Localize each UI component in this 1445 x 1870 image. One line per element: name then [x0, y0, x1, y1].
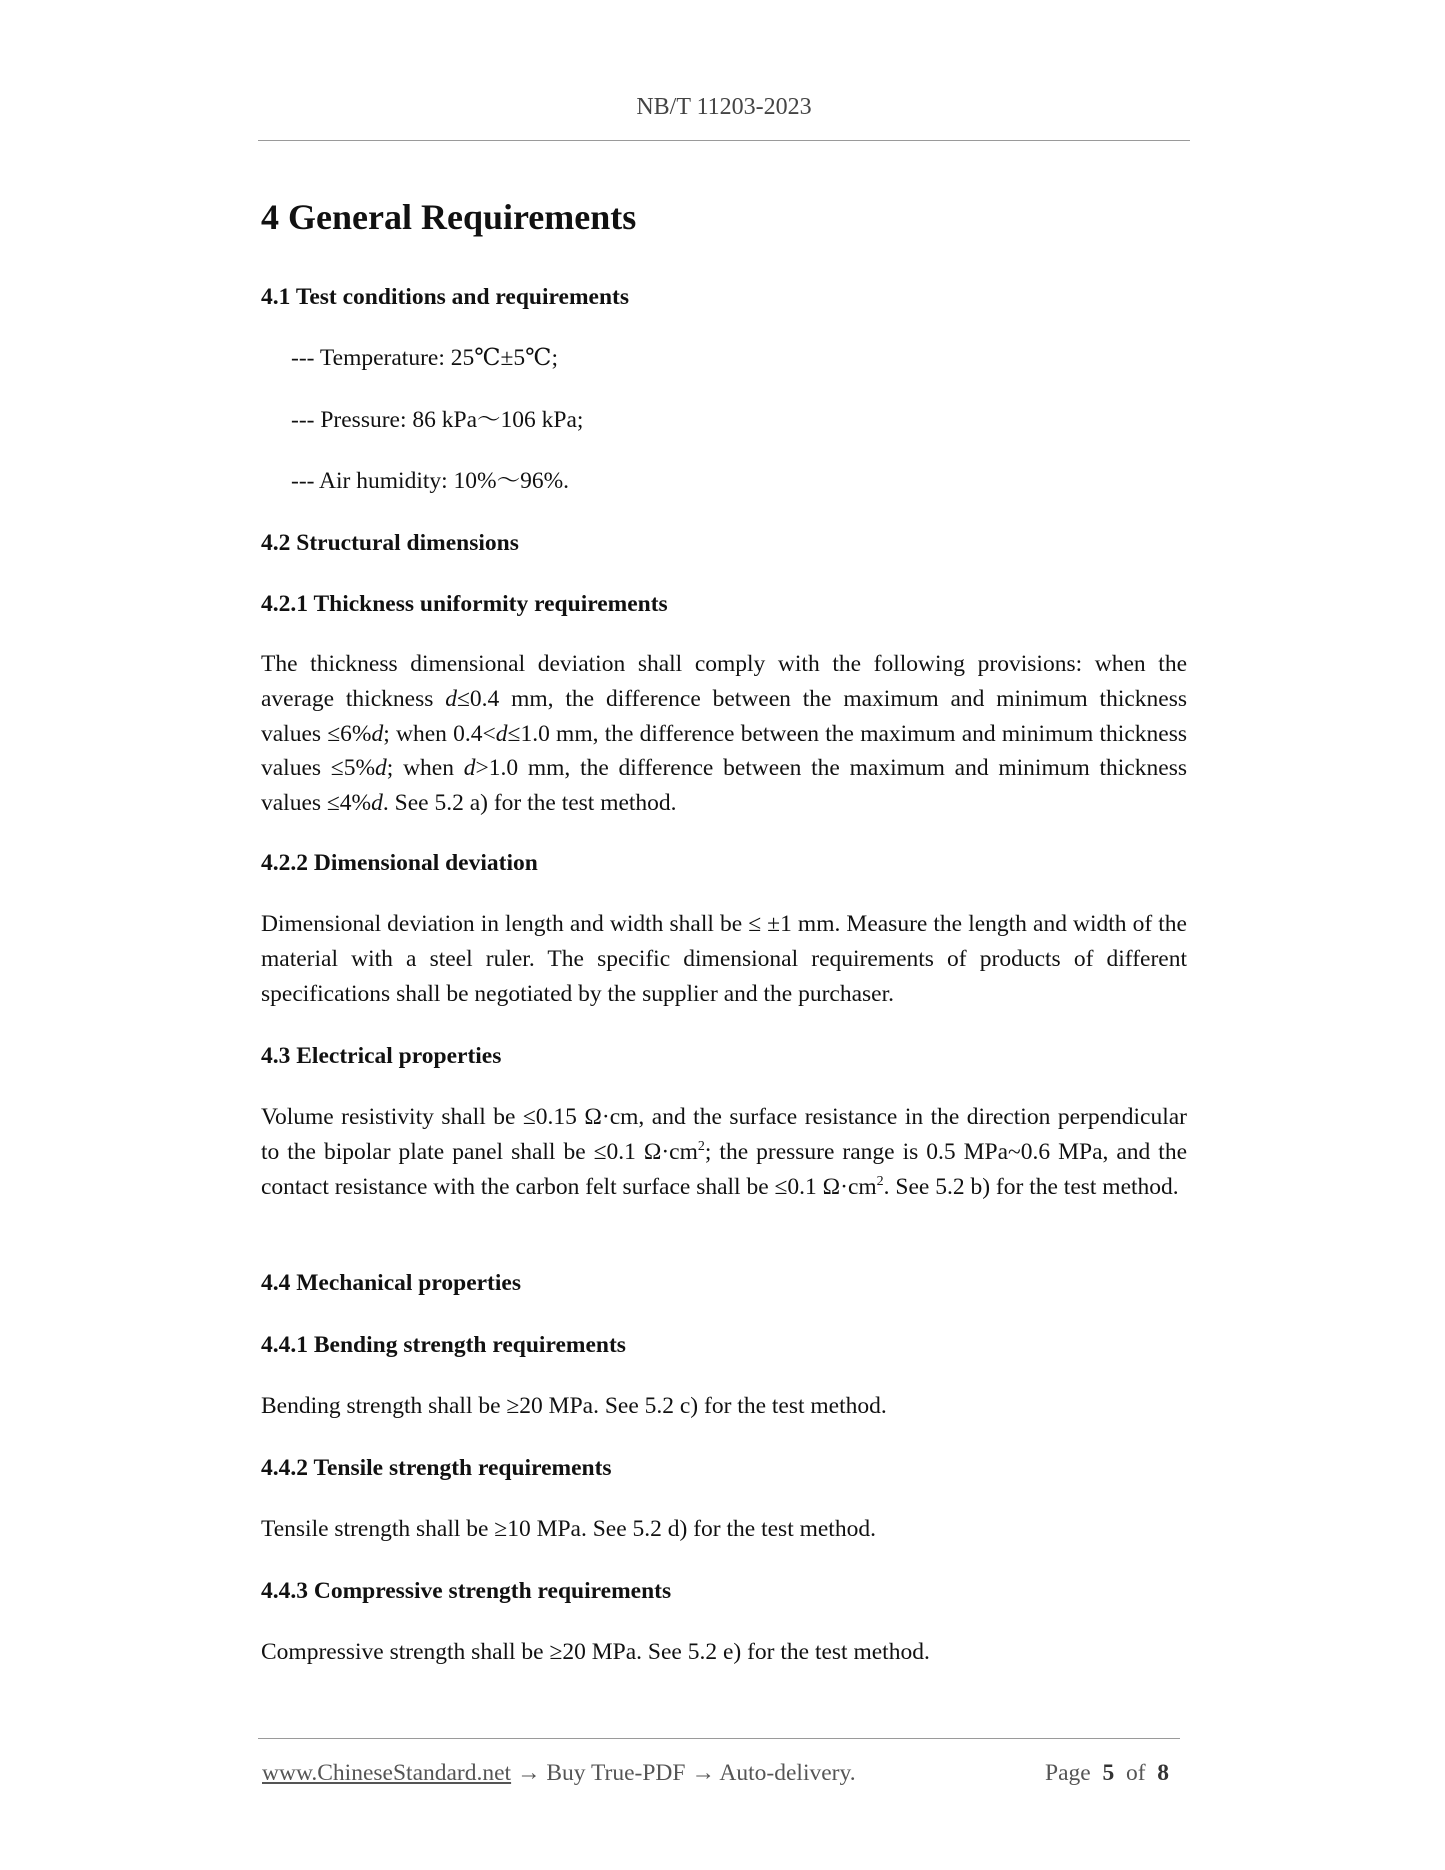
- document-code-header: NB/T 11203-2023: [636, 94, 812, 120]
- footer-divider: [258, 1738, 1180, 1739]
- header-divider: [258, 140, 1190, 141]
- arrow-icon: →: [511, 1760, 547, 1786]
- paragraph-bending: Bending strength shall be ≥20 MPa. See 5.2 c) for the test method.: [261, 1393, 887, 1419]
- paragraph-dimensional-deviation: Dimensional deviation in length and width shall be ≤ ±1 mm. Measure the length and width of the material with a steel ruler. The specific dimensional requirements of products of different specifications shall be negotiated by the supplier and the purchaser.: [261, 911, 1187, 1007]
- list-item-humidity: --- Air humidity: 10%～96%.: [291, 468, 570, 494]
- paragraph-tensile: Tensile strength shall be ≥10 MPa. See 5.2 d) for the test method.: [261, 1516, 876, 1542]
- heading-4-2: 4.2 Structural dimensions: [261, 530, 519, 556]
- buy-text: Buy True-PDF: [546, 1760, 686, 1786]
- heading-4-4: 4.4 Mechanical properties: [261, 1270, 521, 1296]
- page-indicator: Page 5 of 8: [1045, 1760, 1170, 1786]
- arrow-icon: →: [685, 1760, 720, 1786]
- heading-4-4-2: 4.4.2 Tensile strength requirements: [261, 1455, 612, 1481]
- heading-4-4-1: 4.4.1 Bending strength requirements: [261, 1332, 626, 1358]
- heading-4-4-3: 4.4.3 Compressive strength requirements: [261, 1578, 672, 1604]
- page-total: 8: [1157, 1760, 1170, 1786]
- delivery-text: Auto-delivery.: [719, 1760, 856, 1786]
- section-title: 4 General Requirements: [261, 197, 637, 237]
- document-body: [261, 192, 1187, 1665]
- website-link[interactable]: www.ChineseStandard.net: [262, 1760, 512, 1786]
- heading-4-1: 4.1 Test conditions and requirements: [261, 284, 630, 310]
- list-item-temperature: --- Temperature: 25℃±5℃;: [291, 345, 558, 371]
- paragraph-thickness: The thickness dimensional deviation shall comply with the following provisions: when the average thickness d≤0.4 mm, the difference between the maximum and minimum thickness values ≤6%d; when 0.4<d≤1.0 mm, the difference between the maximum and minimum thickness values ≤5%d; when d>1.0 mm, the difference between the maximum and minimum thickness values ≤4%d. See 5.2 a) for the test method.: [261, 651, 1187, 817]
- heading-4-2-2: 4.2.2 Dimensional deviation: [261, 850, 538, 876]
- page-number: 5: [1102, 1760, 1115, 1786]
- footer-promo: [262, 1758, 856, 1788]
- paragraph-compressive: Compressive strength shall be ≥20 MPa. See 5.2 e) for the test method.: [261, 1639, 930, 1665]
- heading-4-3: 4.3 Electrical properties: [261, 1043, 502, 1069]
- paragraph-electrical: Volume resistivity shall be ≤0.15 Ω·cm, and the surface resistance in the direction perpendicular to the bipolar plate panel shall be ≤0.1 $\Omega\cdot cm^2$; the pressure range is 0.5 MPa~0.6 MPa, and the contact resistance with the carbon felt surface shall be ≤0.1 $\Omega\cdot cm^2$. See 5.2 b) for the test method.: [261, 1104, 1187, 1200]
- list-item-pressure: --- Pressure: 86 kPa～106 kPa;: [291, 407, 584, 433]
- heading-4-2-1: 4.2.1 Thickness uniformity requirements: [261, 591, 668, 617]
